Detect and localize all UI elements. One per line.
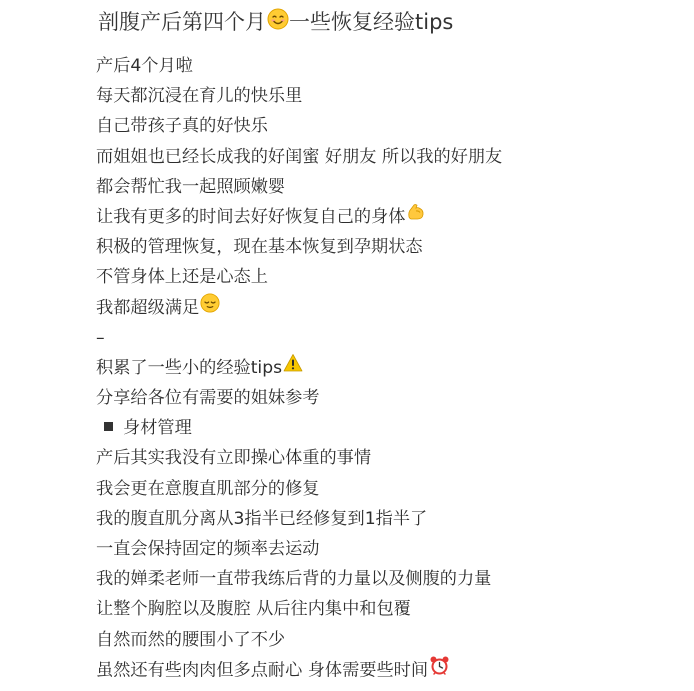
relieved-face-icon — [200, 293, 220, 323]
alarm-clock-icon — [429, 655, 450, 686]
body-line: 自然而然的腰围小了不少 — [96, 629, 286, 650]
separator-dash: – — [96, 327, 105, 348]
body-line-with-icon — [96, 293, 686, 323]
body-line: 让整个胸腔以及腹腔 从后往内集中和包覆 — [96, 599, 411, 620]
body-line: 一直会保持固定的频率去运动 — [96, 539, 320, 559]
body-line: 自己带孩子真的好快乐 — [96, 116, 268, 137]
flexed-biceps-icon — [406, 202, 426, 232]
body-line-with-icon — [96, 655, 686, 685]
smiling-face-icon — [267, 5, 289, 41]
body-line: 而姐姐也已经长成我的好闺蜜 好朋友 所以我的好朋友 — [96, 146, 503, 167]
post-title-suffix: 一些恢复经验tips — [289, 10, 454, 34]
body-line: 每天都沉浸在育儿的快乐里 — [96, 86, 303, 107]
warning-icon — [283, 353, 303, 383]
body-line-text: 虽然还有些肉肉但多点耐心 身体需要些时间 — [96, 660, 429, 681]
post-title — [98, 4, 453, 41]
body-line-text: 积累了一些小的经验tips — [96, 357, 283, 378]
section-heading: 身材管理 — [123, 418, 192, 439]
body-line-text: 让我有更多的时间去好好恢复自己的身体 — [96, 207, 406, 228]
post-title-main: 剖腹产后第四个月 — [98, 10, 266, 34]
body-line: 我的婵柔老师一直带我练后背的力量以及侧腹的力量 — [96, 569, 492, 590]
body-line: 我的腹直肌分离从3指半已经修复到1指半了 — [96, 508, 428, 529]
black-square-bullet-icon — [104, 422, 113, 431]
body-line-with-icon — [96, 202, 686, 232]
body-line: 产后4个月啦 — [96, 56, 193, 76]
body-line: 分享给各位有需要的姐妹参考 — [96, 388, 320, 409]
body-line: 都会帮忙我一起照顾嫩婴 — [96, 176, 286, 197]
body-line: 积极的管理恢复，现在基本恢复到孕期状态 — [96, 237, 423, 258]
body-line-with-icon — [96, 353, 686, 383]
body-line-text: 我都超级满足 — [96, 297, 200, 318]
post-body — [96, 51, 686, 685]
section-heading-line — [96, 413, 686, 443]
body-line: 我会更在意腹直肌部分的修复 — [96, 478, 320, 499]
body-line: 不管身体上还是心态上 — [96, 267, 268, 288]
body-line: 产后其实我没有立即操心体重的事情 — [96, 448, 372, 469]
